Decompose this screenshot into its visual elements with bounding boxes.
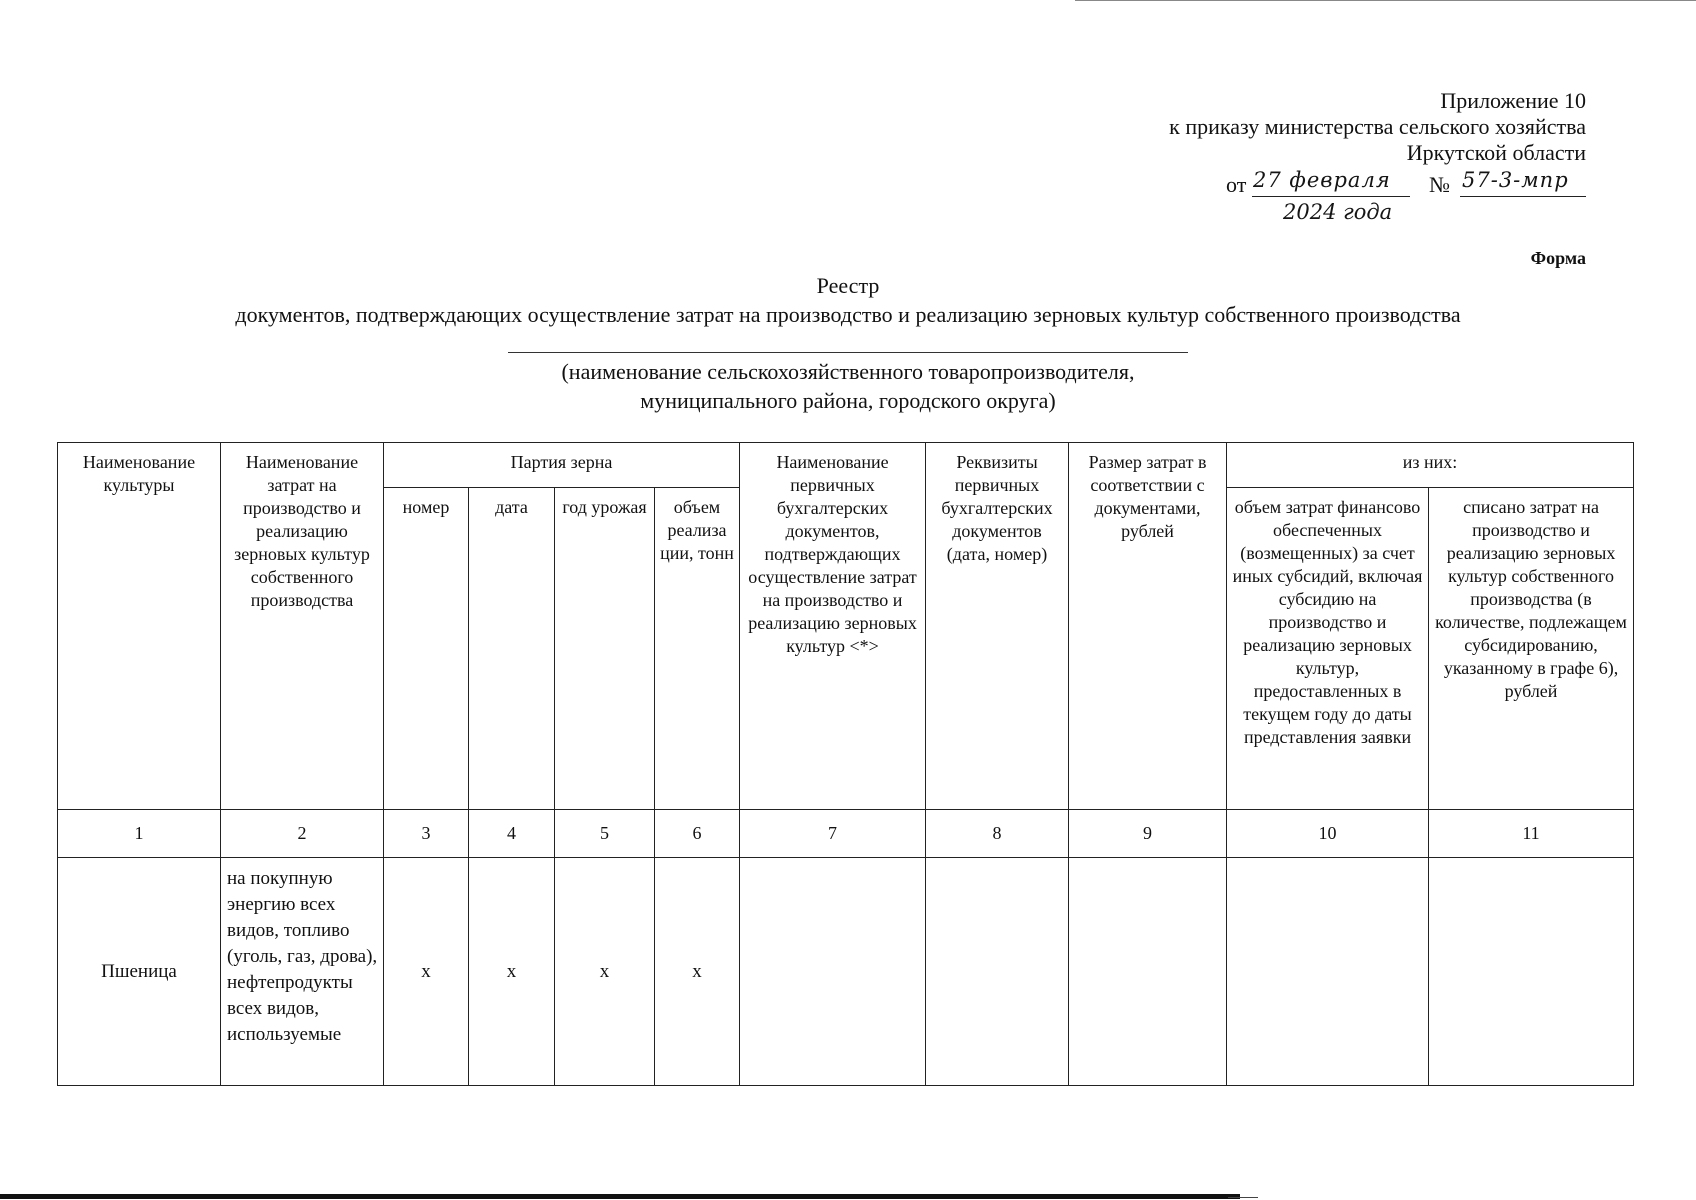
cell-crop: Пшеница xyxy=(58,858,221,1086)
header-docs-name: Наименование первичных бухгалтерских документов, подтверждающих осуществление затрат на производство и реализацию зерновых культур <*> xyxy=(740,443,926,810)
cell-cost-amount xyxy=(1069,858,1227,1086)
handwritten-year: 2024 года xyxy=(1283,200,1393,224)
header-written-off-costs: списано затрат на производство и реализацию зерновых культур собственного производства (в количестве, подлежащем субсидированию, указанному в графе 6), рублей xyxy=(1429,488,1634,810)
header-batch-date: дата xyxy=(469,488,555,810)
date-underline xyxy=(1252,196,1410,197)
cell-batch-date: х xyxy=(469,858,555,1086)
column-number-row xyxy=(58,810,1634,858)
cell-covered xyxy=(1227,858,1429,1086)
number-underline xyxy=(1460,196,1586,197)
column-number: 7 xyxy=(740,810,926,858)
header-crop: Наименование культуры xyxy=(58,443,221,810)
column-number: 1 xyxy=(58,810,221,858)
number-label: № xyxy=(1429,172,1450,197)
column-number: 3 xyxy=(384,810,469,858)
bottom-edge-mark xyxy=(1228,1197,1258,1198)
header-of-which: из них: xyxy=(1227,443,1634,488)
header-batch-number: номер xyxy=(384,488,469,810)
cell-cost-type: на покупную энергию всех видов, топливо (уголь, газ, дрова), нефтепродукты всех видов, используемые xyxy=(221,858,384,1086)
order-region: Иркутской области xyxy=(1406,140,1586,165)
producer-name-line xyxy=(508,352,1188,353)
header-docs-requisites: Реквизиты первичных бухгалтерских документов (дата, номер) xyxy=(926,443,1069,810)
column-number: 11 xyxy=(1429,810,1634,858)
header-row-1 xyxy=(58,443,1634,488)
caption-line-2: муниципального района, городского округа) xyxy=(640,388,1056,413)
registry-subtitle: документов, подтверждающих осуществление затрат на производство и реализацию зерновых культур собственного производства xyxy=(235,302,1461,327)
column-number: 2 xyxy=(221,810,384,858)
column-number: 6 xyxy=(655,810,740,858)
from-label: от xyxy=(1226,172,1247,197)
table-row xyxy=(58,858,1634,1086)
cell-docs-requisites xyxy=(926,858,1069,1086)
form-label: Форма xyxy=(1530,248,1586,268)
handwritten-date: 27 февраля xyxy=(1253,168,1391,192)
cell-batch-year: х xyxy=(555,858,655,1086)
handwritten-number: 57-3-мпр xyxy=(1462,168,1569,192)
column-number: 9 xyxy=(1069,810,1227,858)
column-number: 5 xyxy=(555,810,655,858)
order-reference: к приказу министерства сельского хозяйства xyxy=(1169,114,1586,139)
caption-line-1: (наименование сельскохозяйственного товаропроизводителя, xyxy=(561,359,1135,384)
column-number: 4 xyxy=(469,810,555,858)
column-number: 8 xyxy=(926,810,1069,858)
cell-batch-volume: х xyxy=(655,858,740,1086)
top-edge-rule xyxy=(1075,0,1696,1)
cell-batch-number: х xyxy=(384,858,469,1086)
registry-title: Реестр xyxy=(816,273,880,298)
order-date-number-line xyxy=(1226,170,1586,200)
registry-table xyxy=(57,442,1634,1086)
header-grain-batch: Партия зерна xyxy=(384,443,740,488)
header-cost-amount: Размер затрат в соответствии с документами, рублей xyxy=(1069,443,1227,810)
header-batch-year: год урожая xyxy=(555,488,655,810)
cell-written-off xyxy=(1429,858,1634,1086)
appendix-header xyxy=(1169,88,1586,166)
column-number: 10 xyxy=(1227,810,1429,858)
bottom-edge-rule xyxy=(0,1194,1240,1199)
header-cost-name: Наименование затрат на производство и реализацию зерновых культур собственного производства xyxy=(221,443,384,810)
header-batch-volume: объем реализа ции, тонн xyxy=(655,488,740,810)
appendix-title: Приложение 10 xyxy=(1440,88,1586,113)
header-covered-costs: объем затрат финансово обеспеченных (возмещенных) за счет иных субсидий, включая субсидию на производство и реализацию зерновых культур, предоставленных в текущем году до даты представления заявки xyxy=(1227,488,1429,810)
producer-name-caption xyxy=(508,357,1188,415)
cell-docs-name xyxy=(740,858,926,1086)
